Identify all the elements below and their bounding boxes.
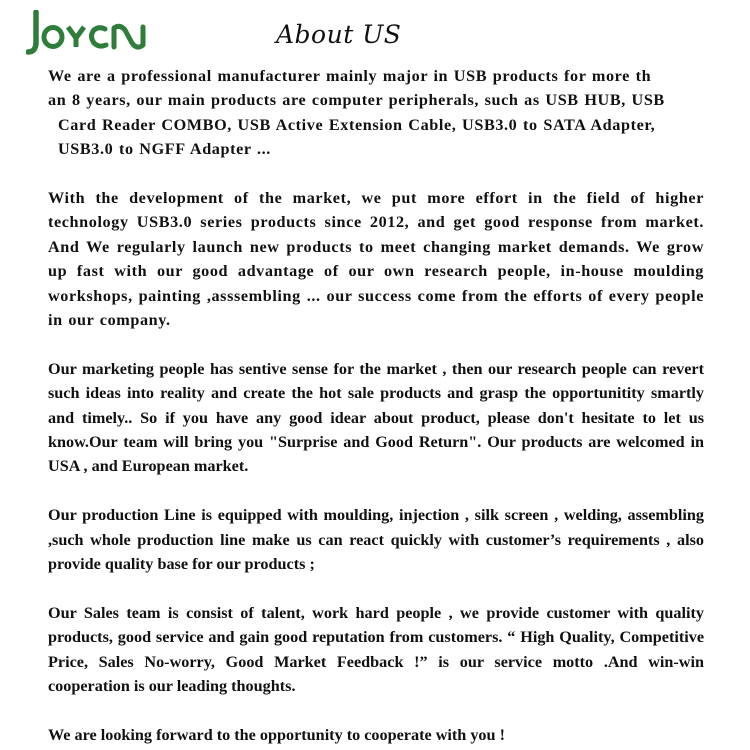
intro-line-1: We are a professional manufacturer mainly major in USB products for more th	[48, 67, 652, 85]
page-title: About US	[276, 20, 402, 49]
intro-line-3: Card Reader COMBO, USB Active Extension Cable, USB3.0 to SATA Adapter,	[58, 115, 656, 134]
intro-line-2: an 8 years, our main products are computer peripherals, such as USB HUB, USB	[48, 91, 665, 110]
paragraph-development: With the development of the market, we put more effort in the field of higher technology USB3.0 series products since 2012, and get good response from market. And We regularly launch new products to meet changing market demands. We grow up fast with our good advantage of our own research people, in-house moulding workshops, painting ,asssembling ... our success come from the efforts of every people in our company.	[48, 189, 704, 330]
paragraph-closing: We are looking forward to the opportunity to cooperate with you !	[48, 725, 505, 744]
paragraph-intro	[48, 64, 704, 162]
about-content	[48, 64, 704, 750]
paragraph-marketing: Our marketing people has sentive sense for the market , then our research people can revert such ideas into reality and create the hot sale products and grasp the opportunitity smartly and timely.. So if you have any good idear about product, please don't hesitate to let us know.Our team will bring you "Surprise and Good Return". Our products are welcomed in USA , and European market.	[48, 359, 704, 476]
page-header	[0, 0, 750, 62]
paragraph-sales: Our Sales team is consist of talent, work hard people , we provide customer with quality products, good service and gain good reputation from customers. “ High Quality, Competitive Price, Sales No-worry, Good Market Feedback !” is our service motto .And win-win cooperation is our leading thoughts.	[48, 603, 704, 696]
intro-line-4: USB3.0 to NGFF Adapter ...	[58, 140, 271, 159]
paragraph-production: Our production Line is equipped with moulding, injection , silk screen , welding, assembling ,such whole production line make us can react quickly with customer’s requirements , also provide quality base for our products ;	[48, 506, 704, 574]
joycn-logo	[26, 10, 154, 56]
